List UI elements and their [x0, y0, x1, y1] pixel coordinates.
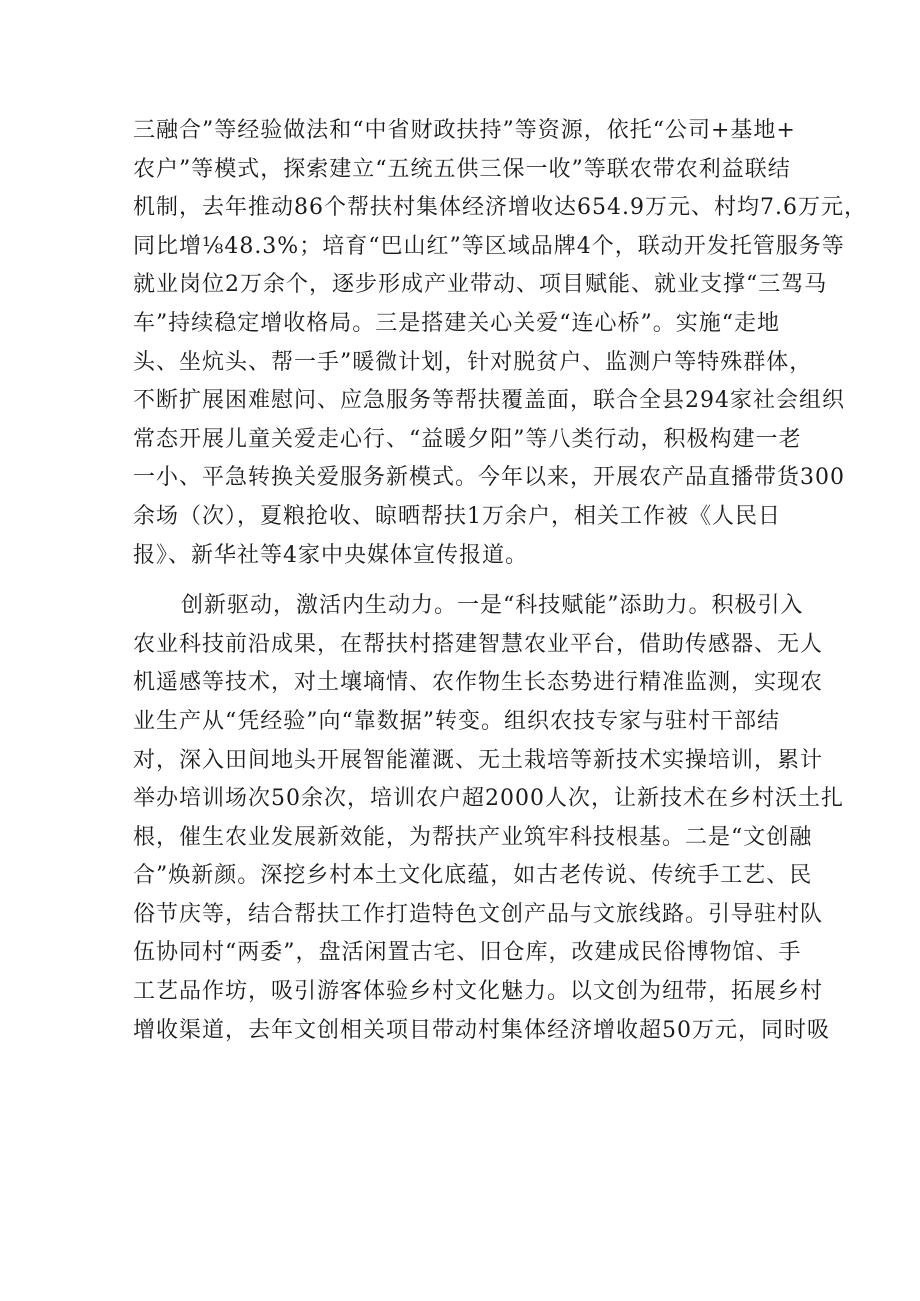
paragraph-1	[133, 112, 867, 575]
paragraph-line: 车”持续稳定增收格局。三是搭建关心关爱“连心桥”。实施“走地	[133, 310, 780, 336]
document-body	[133, 112, 867, 1050]
paragraph-line: 增收渠道，去年文创相关项目带动村集体经济增收超50万元，同时吸	[133, 1017, 830, 1043]
paragraph-line: 余场（次），夏粮抢收、晾晒帮扶1万余户，相关工作被《人民日	[133, 503, 781, 529]
paragraph-line: 报》、新华社等4家中央媒体宣传报道。	[133, 542, 528, 568]
paragraph-line: 农户”等模式，探索建立“五统五供三保一收”等联农带农利益联结	[133, 156, 791, 182]
paragraph-line: 举办培训场次50余次，培训农户超2000人次，让新技术在乡村沃土扎	[133, 786, 844, 812]
paragraph-line: 伍协同村“两委”，盘活闲置古宅、旧仓库，改建成民俗博物馆、手	[133, 940, 802, 966]
paragraph-line: 机制，去年推动86个帮扶村集体经济增收达654.9万元、村均7.6万元，	[133, 195, 867, 221]
paragraph-line: 同比增⅛48.3%；培育“巴山红”等区域品牌4个，联动开发托管服务等	[133, 233, 845, 259]
paragraph-line: 不断扩展困难慰问、应急服务等帮扶覆盖面，联合全县294家社会组织	[133, 388, 845, 414]
paragraph-line: 合”焕新颜。深挖乡村本土文化底蕴，如古老传说、传统手工艺、民	[133, 863, 813, 889]
paragraph-line: 根，催生农业发展新效能，为帮扶产业筑牢科技根基。二是“文创融	[133, 824, 813, 850]
paragraph-line: 头、坐炕头、帮一手”暖微计划，针对脱贫户、监测户等特殊群体，	[133, 349, 813, 375]
paragraph-line: 业生产从“凭经验”向“靠数据”转变。组织农技专家与驻村干部结	[133, 708, 780, 734]
paragraph-line: 三融合”等经验做法和“中省财政扶持”等资源，依托“公司+基地+	[133, 118, 796, 143]
paragraph-line: 机遥感等技术，对土壤墒情、农作物生长态势进行精准监测，实现农	[133, 670, 824, 696]
paragraph-line: 工艺品作坊，吸引游客体验乡村文化魅力。以文创为纽带，拓展乡村	[133, 979, 824, 1005]
paragraph-line: 就业岗位2万余个，逐步形成产业带动、项目赋能、就业支撑“三驾马	[133, 272, 828, 298]
paragraph-line: 农业科技前沿成果，在帮扶村搭建智慧农业平台，借助传感器、无人	[133, 631, 824, 657]
paragraph-line: 一小、平急转换关爱服务新模式。今年以来，开展农产品直播带货300	[133, 465, 845, 491]
paragraph-line: 对，深入田间地头开展智能灌溉、无土栽培等新技术实操培训，累计	[133, 747, 824, 773]
paragraph-2	[133, 587, 844, 1050]
paragraph-spacer	[133, 575, 803, 587]
paragraph-line: 创新驱动，激活内生动力。一是“科技赋能”添助力。积极引入	[181, 593, 804, 619]
paragraph-line: 俗节庆等，结合帮扶工作打造特色文创产品与文旅线路。引导驻村队	[133, 901, 824, 927]
paragraph-line: 常态开展儿童关爱走心行、“益暖夕阳”等八类行动，积极构建一老	[133, 426, 802, 452]
